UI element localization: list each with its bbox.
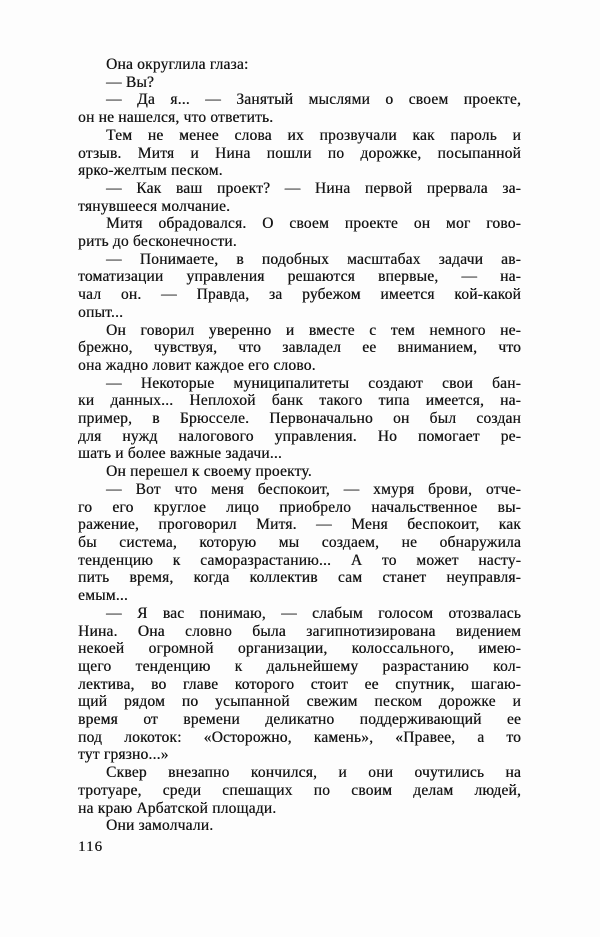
- text-line: Сквер внезапно кончился, и они очутились на: [106, 764, 521, 782]
- text-line: пить время, когда коллектив сам станет неуправля-: [78, 569, 521, 587]
- text-line: пример, в Брюсселе. Первоначально он был создан: [78, 410, 521, 428]
- text-line: тут грязно...»: [78, 746, 169, 764]
- text-line: го его круглое лицо приобрело начальственное вы-: [78, 498, 521, 516]
- text-line: Нина. Она словно была загипнотизирована видением: [78, 622, 521, 640]
- text-line: рить до бесконечности.: [78, 233, 237, 251]
- text-line: отзыв. Митя и Нина пошли по дорожке, посыпанной: [78, 144, 521, 162]
- text-line: она жадно ловит каждое его слово.: [78, 356, 316, 374]
- text-line: ражение, проговорил Митя. — Меня беспокоит, как: [78, 516, 521, 534]
- text-line: опыт...: [78, 303, 124, 321]
- text-line: брежно, чувствуя, что завладел ее вниманием, что: [78, 339, 521, 357]
- text-line: бы система, которую мы создаем, не обнаружила: [78, 533, 521, 551]
- text-line: под локоток: «Осторожно, камень», «Правее, а то: [78, 728, 521, 746]
- text-line: Он говорил уверенно и вместе с тем немного не-: [106, 321, 521, 339]
- text-line: лектива, во главе которого стоит ее спутник, шагаю-: [78, 675, 521, 693]
- text-line: — Вот что меня беспокоит, — хмуря брови, отче-: [106, 480, 521, 498]
- text-line: ярко-желтым песком.: [78, 162, 223, 180]
- text-line: тротуаре, среди спешащих по своим делам людей,: [78, 781, 521, 799]
- text-line: ки данных... Неплохой банк такого типа имеется, на-: [78, 392, 521, 410]
- page-number: 116: [78, 839, 103, 855]
- text-line: некоей огромной организации, колоссального, имею-: [78, 640, 521, 658]
- text-line: для нужд налогового управления. Но помогает ре-: [78, 427, 521, 445]
- text-line: чал он. — Правда, за рубежом имеется кой-какой: [78, 286, 521, 304]
- text-line: Она округлила глаза:: [106, 56, 249, 73]
- text-line: Он перешел к своему проекту.: [106, 463, 312, 481]
- text-line: — Вы?: [106, 73, 155, 91]
- text-line: — Понимаете, в подобных масштабах задачи ав-: [106, 250, 521, 268]
- text-line: щего тенденцию к дальнейшему разрастанию кол-: [78, 657, 521, 675]
- body-text: [78, 56, 521, 835]
- text-line: Они замолчали.: [106, 817, 214, 835]
- text-line: — Да я... — Занятый мыслями о своем проекте,: [106, 91, 521, 109]
- text-line: Митя обрадовался. О своем проекте он мог гово-: [106, 215, 521, 233]
- text-line: тянувшееся молчание.: [78, 197, 231, 215]
- text-line: Тем не менее слова их прозвучали как пароль и: [106, 126, 521, 144]
- text-line: емым...: [78, 587, 128, 605]
- text-line: на краю Арбатской площади.: [78, 799, 277, 817]
- text-line: томатизации управления решаются впервые, — на-: [78, 268, 521, 286]
- text-line: — Я вас понимаю, — слабым голосом отозвалась: [106, 604, 521, 622]
- text-line: — Как ваш проект? — Нина первой прервала за-: [106, 179, 521, 197]
- text-line: шать и более важные задачи...: [78, 445, 282, 463]
- text-line: тенденцию к саморазрастанию... А то может насту-: [78, 551, 521, 569]
- text-line: он не нашелся, что ответить.: [78, 109, 274, 127]
- text-line: — Некоторые муниципалитеты создают свои бан-: [106, 374, 521, 392]
- text-line: время от времени деликатно поддерживающий ее: [78, 711, 521, 729]
- text-line: щий рядом по усыпанной свежим песком дорожке и: [78, 693, 521, 711]
